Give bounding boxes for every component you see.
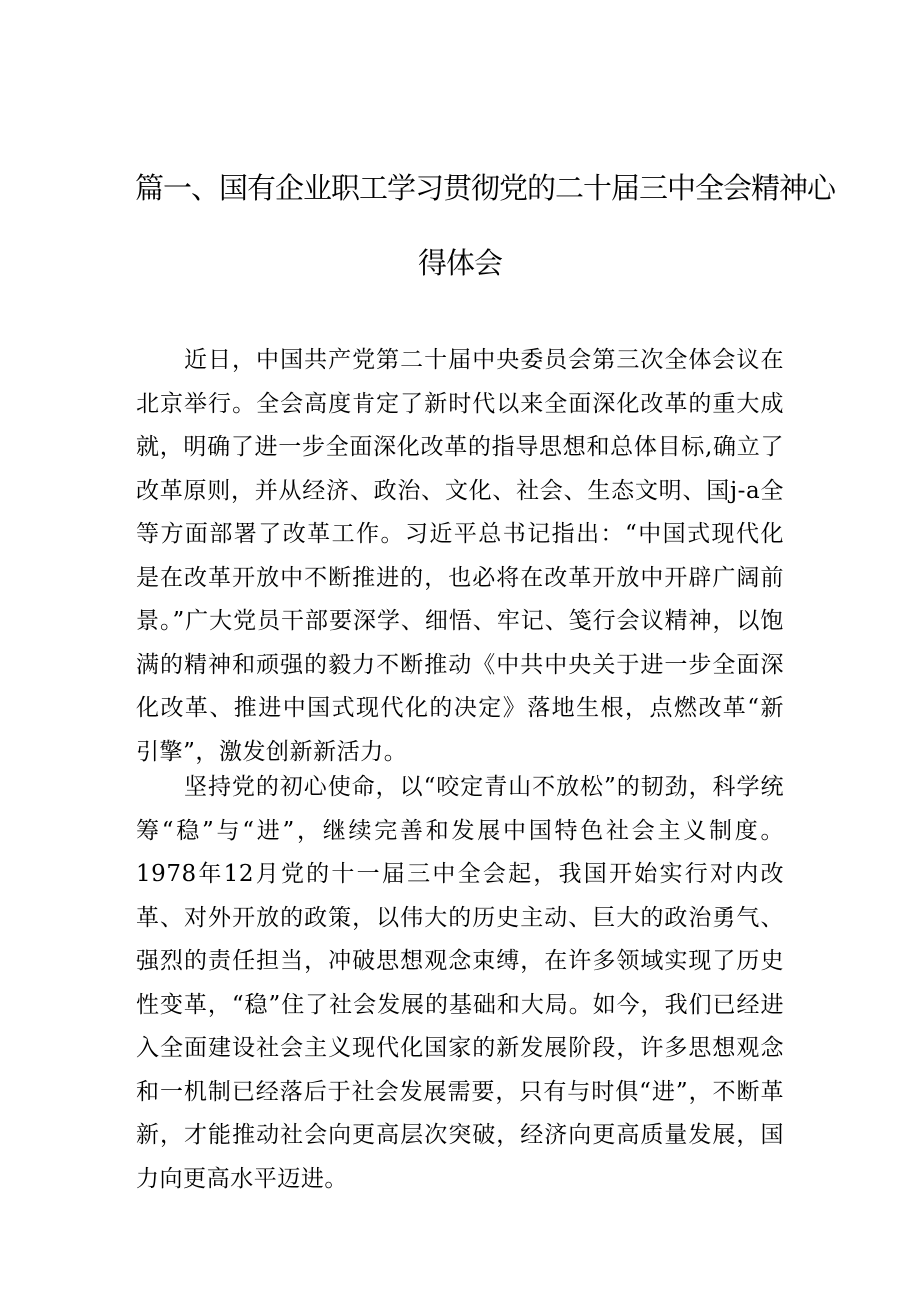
document-title-line-2: 得体会 — [417, 246, 502, 280]
document-title-line-1: 篇一、国有企业职工学习贯彻党的二十届三中全会精神心 — [135, 171, 836, 205]
body-paragraph-1: 近日，中国共产党第二十届中央委员会第三次全体会议在北京举行。全会高度肯定了新时代以来全面深化改革的重大成就，明确了进一步全面深化改革的指导思想和总体目标,确立了改革原则，并从经济、政治、文化、社会、生态文明、国j-a全等方面部署了改革工作。习近平总书记指出：“中国式现代化是在改革开放中不断推进的，也必将在改革开放中开辟广阔前景。”广大党员干部要深学、细悟、牢记、笺行会议精神，以饱满的精神和顽强的毅力不断推动《中共中央关于进一步全面深化改革、推进中国式现代化的决定》落地生根，点燃改革“新引擎”，激发创新新活力。 — [136, 347, 784, 765]
body-paragraph-2: 坚持党的初心使命，以“咬定青山不放松”的韧劲，科学统筹“稳”与“进”，继续完善和发展中国特色社会主义制度。1978年12月党的十一届三中全会起，我国开始实行对内改革、对外开放的政策，以伟大的历史主动、巨大的政治勇气、强烈的责任担当，冲破思想观念束缚，在许多领域实现了历史性变革，“稳”住了社会发展的基础和大局。如今，我们已经进入全面建设社会主义现代化国家的新发展阶段，许多思想观念和一机制已经落后于社会发展需要，只有与时俱“进”，不断革新，才能推动社会向更高层次突破，经济向更高质量发展，国力向更高水平迈进。 — [136, 774, 784, 1192]
